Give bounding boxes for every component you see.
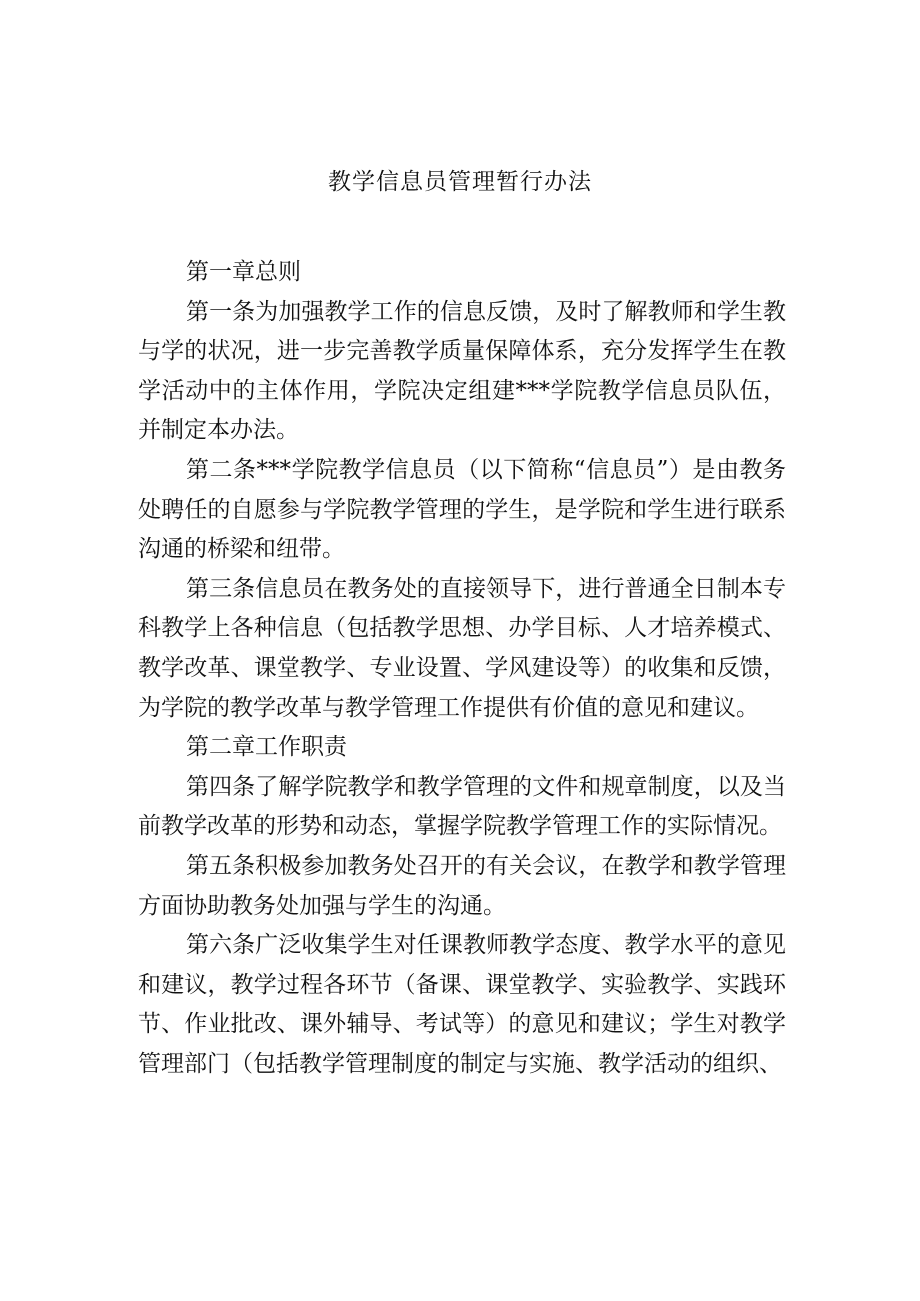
article-paragraph: 第三条信息员在教务处的直接领导下，进行普通全日制本专科教学上各种信息（包括教学思想、办学目标、人才培养模式、教学改革、课堂教学、专业设置、学风建设等）的收集和反馈，为学院的教学改革与教学管理工作提供有价值的意见和建议。 — [138, 575, 786, 721]
document-title: 教学信息员管理暂行办法 — [328, 169, 592, 195]
article-paragraph: 第五条积极参加教务处召开的有关会议，在教学和教学管理方面协助教务处加强与学生的沟通。 — [138, 852, 786, 919]
article-paragraph: 第二条***学院教学信息员（以下简称“信息员”）是由教务处聘任的自愿参与学院教学管理的学生，是学院和学生进行联系沟通的桥梁和纽带。 — [138, 456, 786, 563]
document-body — [138, 253, 786, 1084]
chapter-heading: 第一章总则 — [186, 259, 301, 285]
chapter-heading: 第二章工作职责 — [186, 734, 347, 761]
article-paragraph: 第四条了解学院教学和教学管理的文件和规章制度，以及当前教学改革的形势和动态，掌握学院教学管理工作的实际情况。 — [138, 773, 786, 840]
article-paragraph: 第一条为加强教学工作的信息反馈，及时了解教师和学生教与学的状况，进一步完善教学质量保障体系，充分发挥学生在教学活动中的主体作用，学院决定组建***学院教学信息员队伍，并制定本办法。 — [138, 298, 786, 444]
article-paragraph: 第六条广泛收集学生对任课教师教学态度、教学水平的意见和建议，教学过程各环节（备课、课堂教学、实验教学、实践环节、作业批改、课外辅导、考试等）的意见和建议；学生对教学管理部门（包括教学管理制度的制定与实施、教学活动的组织、 — [138, 932, 786, 1077]
